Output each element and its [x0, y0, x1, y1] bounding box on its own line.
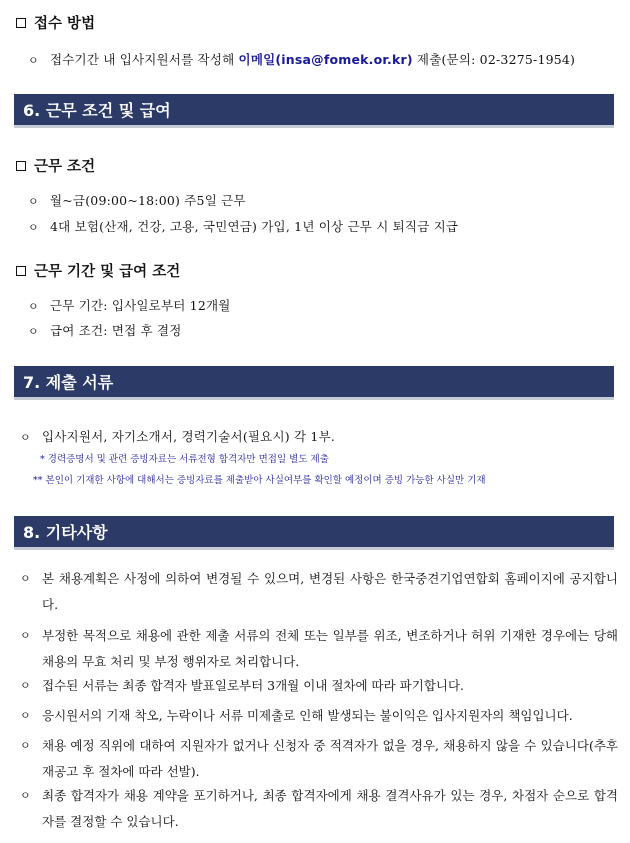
conditions-item-text: 월~금(09:00~18:00) 주5일 근무	[50, 193, 246, 208]
conditions-item	[28, 217, 458, 235]
misc-item	[20, 733, 618, 785]
misc-item-text: 응시원서의 기재 착오, 누락이나 서류 미제출로 인해 발생되는 불이익은 입사지원자의 책임입니다.	[42, 708, 573, 723]
circle-bullet-icon: ㅇ	[20, 629, 31, 642]
period-item	[28, 321, 182, 339]
misc-item	[20, 703, 618, 729]
misc-item	[20, 783, 618, 835]
period-title-text: 근무 기간 및 급여 조건	[34, 264, 181, 280]
square-bullet-icon	[16, 266, 26, 276]
documents-note-2: ** 본인이 기재한 사항에 대해서는 증빙자료를 제출받아 사실여부를 확인할 예정이며 증빙 가능한 사실만 기재	[33, 475, 486, 486]
misc-item-text: 최종 합격자가 채용 계약을 포기하거나, 최종 합격자에게 채용 결격사유가 있는 경우, 차점자 순으로 합격자를 결정할 수 있습니다.	[42, 788, 618, 829]
circle-bullet-icon: ㅇ	[20, 572, 31, 585]
section-6-title: 6. 근무 조건 및 급여	[23, 101, 171, 120]
section-8-banner	[14, 516, 614, 550]
conditions-item-text: 4대 보험(산재, 건강, 고용, 국민연금) 가입, 1년 이상 근무 시 퇴직금 지급	[50, 219, 459, 234]
circle-bullet-icon: ㅇ	[28, 325, 39, 338]
documents-item	[20, 427, 335, 445]
section-7-title: 7. 제출 서류	[23, 373, 114, 392]
conditions-item	[28, 191, 246, 209]
circle-bullet-icon: ㅇ	[28, 54, 39, 67]
apply-line	[28, 50, 575, 68]
circle-bullet-icon: ㅇ	[28, 195, 39, 208]
apply-text-suffix: 제출(문의: 02-3275-1954)	[412, 52, 576, 67]
period-title	[16, 260, 180, 281]
misc-item-text: 본 채용계획은 사정에 의하여 변경될 수 있으며, 변경된 사항은 한국중견기업연합회 홈페이지에 공지합니다.	[42, 571, 618, 612]
square-bullet-icon	[16, 161, 26, 171]
conditions-title-text: 근무 조건	[34, 159, 96, 175]
apply-title-text: 접수 방법	[34, 16, 96, 32]
period-item-text: 급여 조건: 면접 후 결정	[50, 323, 182, 338]
circle-bullet-icon: ㅇ	[20, 739, 31, 752]
apply-email-link[interactable]: 이메일(insa@fomek.or.kr)	[238, 52, 413, 67]
conditions-title	[16, 155, 95, 176]
circle-bullet-icon: ㅇ	[20, 431, 31, 444]
circle-bullet-icon: ㅇ	[28, 300, 39, 313]
circle-bullet-icon: ㅇ	[20, 709, 31, 722]
misc-item-text: 접수된 서류는 최종 합격자 발표일로부터 3개월 이내 절차에 따라 파기합니다.	[42, 678, 465, 693]
misc-item	[20, 623, 618, 675]
section-7-banner	[14, 366, 614, 400]
misc-item-text: 채용 예정 직위에 대하여 지원자가 없거나 신청자 중 적격자가 없을 경우, 채용하지 않을 수 있습니다(추후 재공고 후 절차에 따라 선발).	[42, 738, 618, 779]
section-8-title: 8. 기타사항	[23, 523, 108, 542]
period-item-text: 근무 기간: 입사일로부터 12개월	[50, 298, 231, 313]
documents-note-1: * 경력증명서 및 관련 증빙자료는 서류전형 합격자만 면접일 별도 제출	[40, 454, 329, 465]
square-bullet-icon	[16, 18, 26, 28]
circle-bullet-icon: ㅇ	[20, 679, 31, 692]
apply-text-prefix: 접수기간 내 입사지원서를 작성해	[50, 52, 239, 67]
misc-item	[20, 673, 618, 699]
documents-text: 입사지원서, 자기소개서, 경력기술서(필요시) 각 1부.	[42, 429, 336, 444]
misc-item-text: 부정한 목적으로 채용에 관한 제출 서류의 전체 또는 일부를 위조, 변조하거나 허위 기재한 경우에는 당해 채용의 무효 처리 및 부정 행위자로 처리합니다.	[42, 628, 618, 669]
section-6-banner	[14, 94, 614, 128]
period-item	[28, 296, 231, 314]
circle-bullet-icon: ㅇ	[28, 221, 39, 234]
apply-section-title	[16, 12, 95, 33]
misc-item	[20, 566, 618, 618]
circle-bullet-icon: ㅇ	[20, 789, 31, 802]
